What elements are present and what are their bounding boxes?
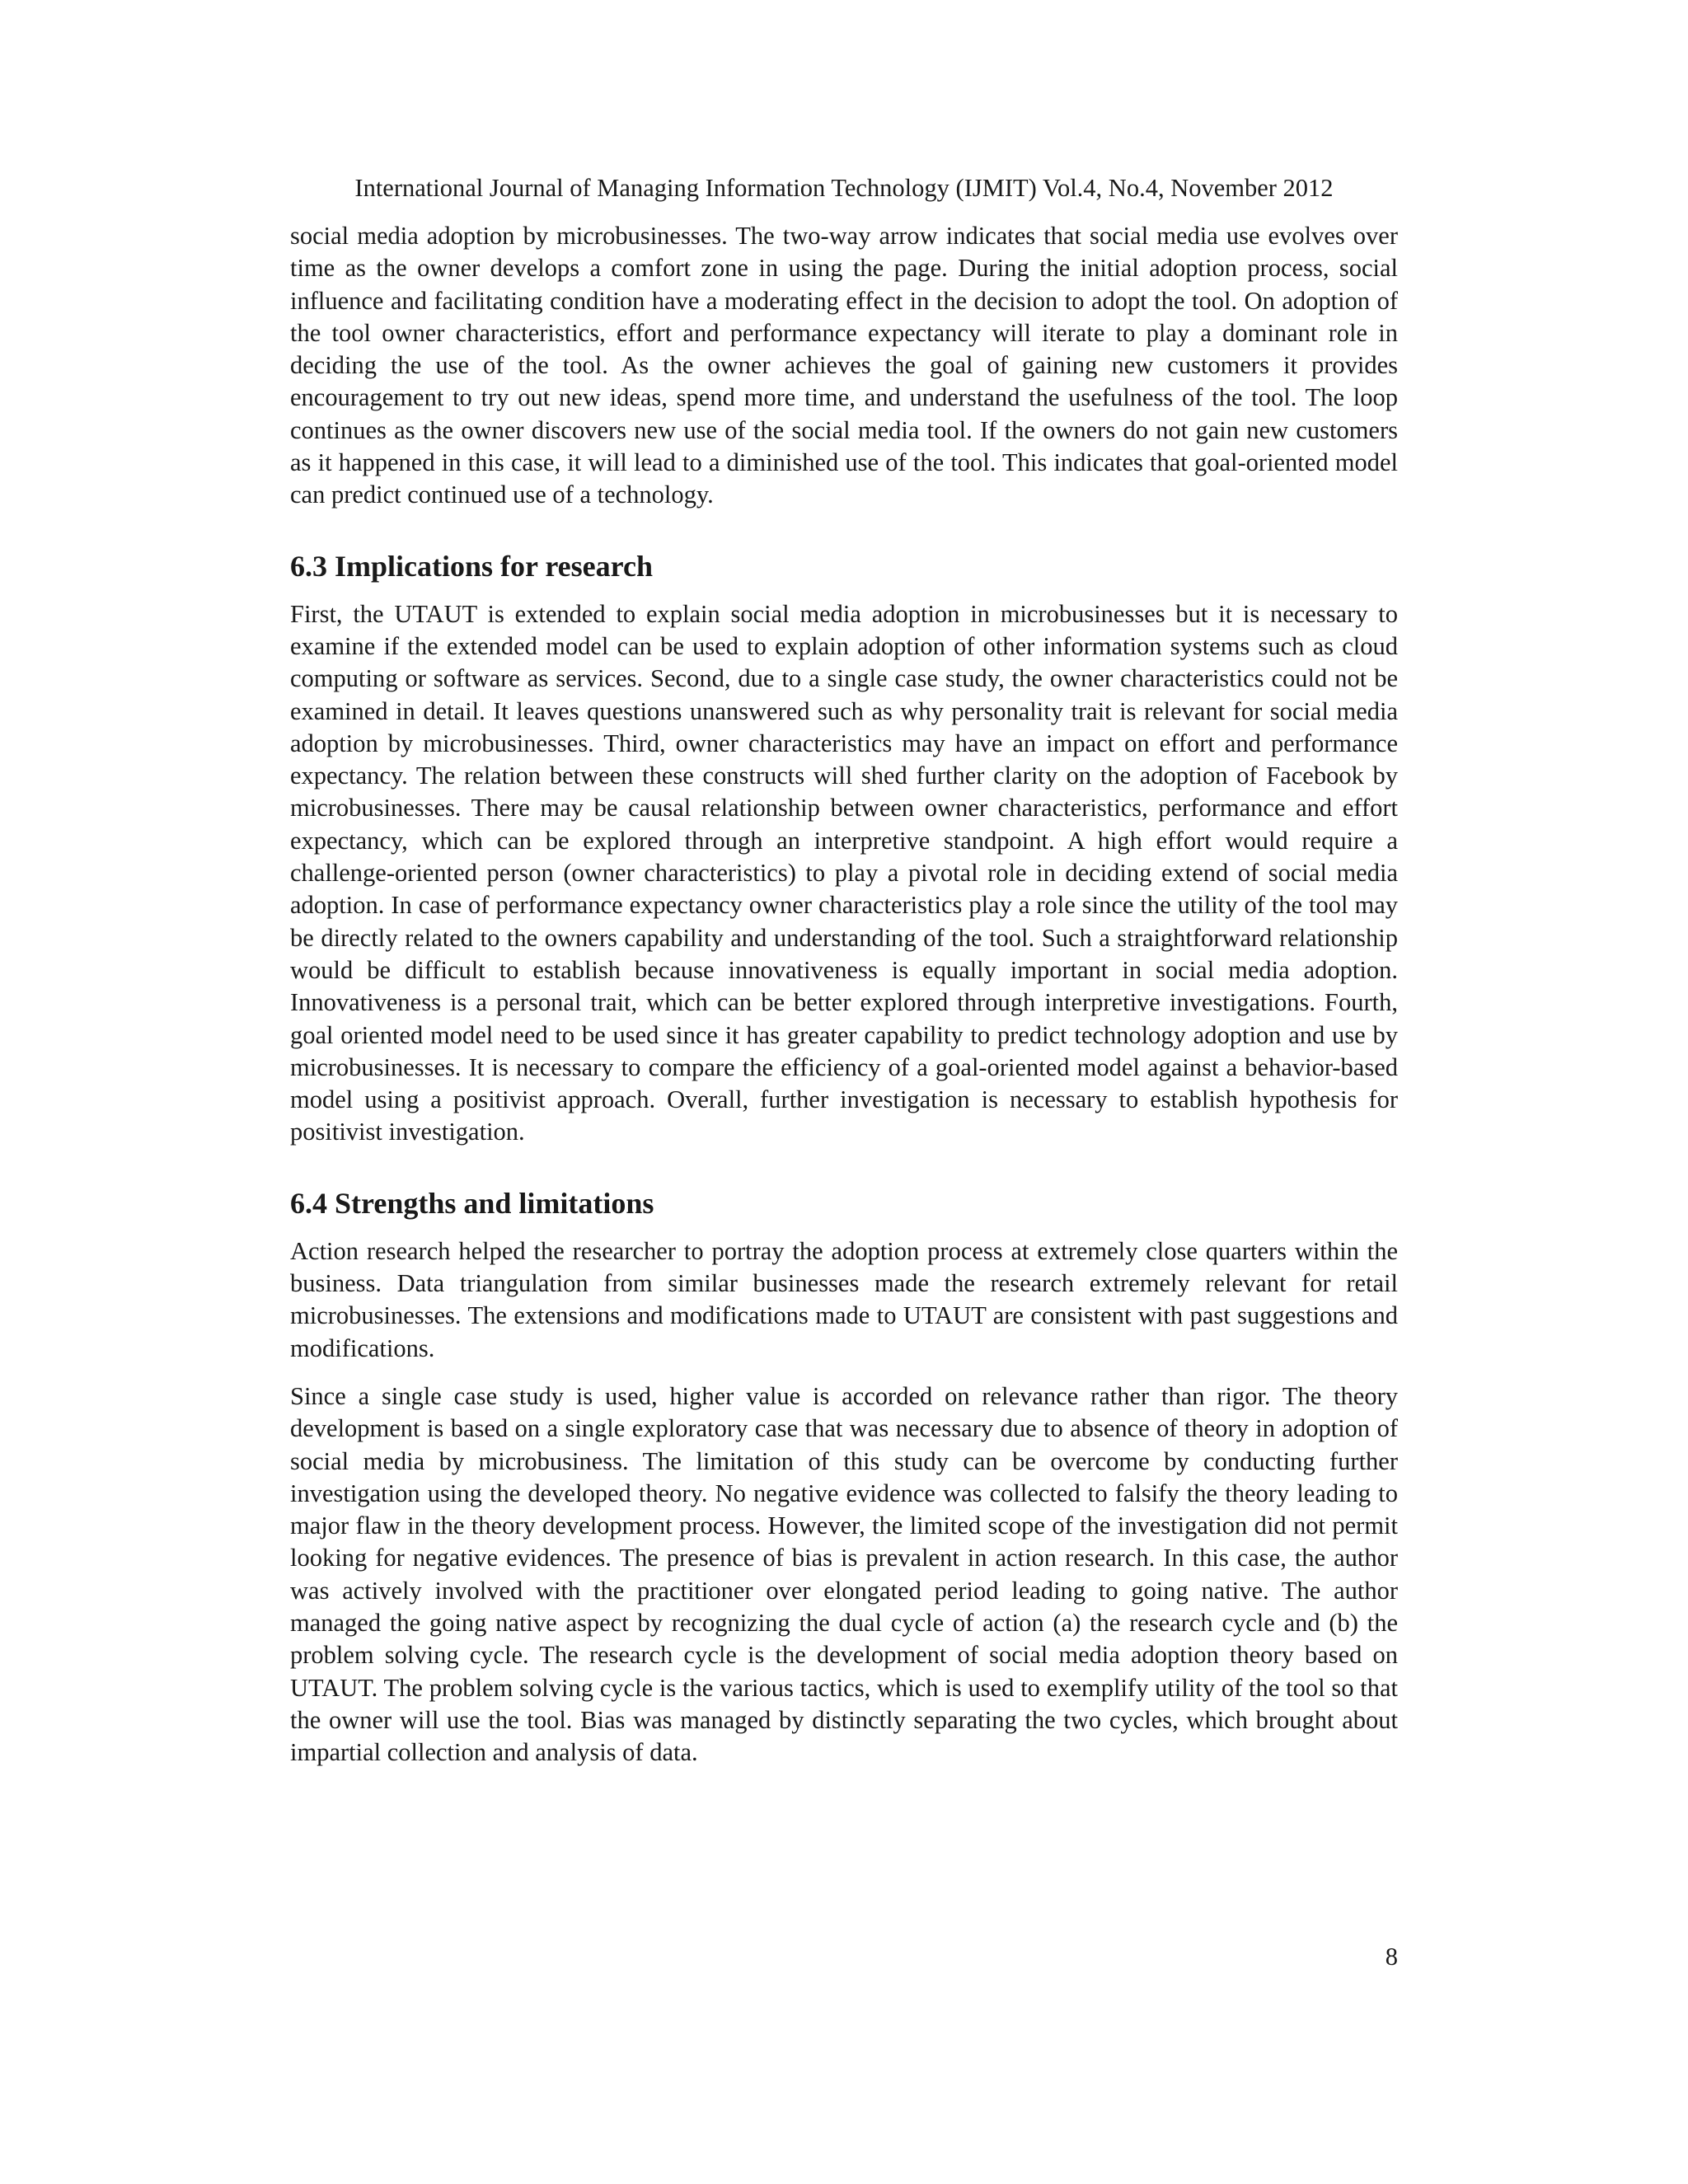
strengths-paragraph: Action research helped the researcher to portray the adoption process at extremely close quarters within the business. Data triangulation from similar businesses made the research extremely relevant for retail microbusinesses. The extensions and modifications made to UTAUT are consistent with past suggestions and modifications. xyxy=(290,1236,1398,1362)
implications-paragraph: First, the UTAUT is extended to explain social media adoption in microbusinesses but it is necessary to examine if the extended model can be used to explain adoption of other information systems such as cloud computing or software as services. Second, due to a single case study, the owner characteristics could not be examined in detail. It leaves questions unanswered such as why personality trait is relevant for social media adoption by microbusinesses. Third, owner characteristics may have an impact on effort and performance expectancy. The relation between these constructs will shed further clarity on the adoption of Facebook by microbusinesses. There may be causal relationship between owner characteristics, performance and effort expectancy, which can be explored through an interpretive standpoint. A high effort would require a challenge-oriented person (owner characteristics) to play a pivotal role in deciding extend of social media adoption. In case of performance expectancy owner characteristics play a role since the utility of the tool may be directly related to the owners capability and understanding of the tool. Such a straightforward relationship would be difficult to establish because innovativeness is equally important in social media adoption. Innovativeness is a personal trait, which can be better explored through interpretive investigations. Fourth, goal oriented model need to be used since it has greater capability to predict technology adoption and use by microbusinesses. It is necessary to compare the efficiency of a goal-oriented model against a behavior-based model using a positivist approach. Overall, further investigation is necessary to establish hypothesis for positivist investigation. xyxy=(290,599,1398,1146)
section-heading-strengths-limitations: 6.4 Strengths and limitations xyxy=(290,1186,654,1220)
page-number: 8 xyxy=(1385,1943,1398,1971)
running-header: International Journal of Managing Information Technology (IJMIT) Vol.4, No.4, November 2012 xyxy=(354,174,1334,202)
limitations-paragraph: Since a single case study is used, higher value is accorded on relevance rather than rigor. The theory development is based on a single exploratory case that was necessary due to absence of theory in adoption of social media by microbusiness. The limitation of this study can be overcome by conducting further investigation using the developed theory. No negative evidence was collected to falsify the theory leading to major flaw in the theory development process. However, the limited scope of the investigation did not permit looking for negative evidences. The presence of bias is prevalent in action research. In this case, the author was actively involved with the practitioner over elongated period leading to going native. The author managed the going native aspect by recognizing the dual cycle of action (a) the research cycle and (b) the problem solving cycle. The research cycle is the development of social media adoption theory based on UTAUT. The problem solving cycle is the various tactics, which is used to exemplify utility of the tool so that the owner will use the tool. Bias was managed by distinctly separating the two cycles, which brought about impartial collection and analysis of data. xyxy=(290,1381,1398,1767)
section-heading-implications: 6.3 Implications for research xyxy=(290,549,653,583)
article-body xyxy=(290,220,1398,1769)
intro-paragraph: social media adoption by microbusinesses. The two-way arrow indicates that social media use evolves over time as the owner develops a comfort zone in using the page. During the initial adoption process, social influence and facilitating condition have a moderating effect in the decision to adopt the tool. On adoption of the tool owner characteristics, effort and performance expectancy will iterate to play a dominant role in deciding the use of the tool. As the owner achieves the goal of gaining new customers it provides encouragement to try out new ideas, spend more time, and understand the usefulness of the tool. The loop continues as the owner discovers new use of the social media tool. If the owners do not gain new customers as it happened in this case, it will lead to a diminished use of the tool. This indicates that goal-oriented model can predict continued use of a technology. xyxy=(290,222,1398,509)
